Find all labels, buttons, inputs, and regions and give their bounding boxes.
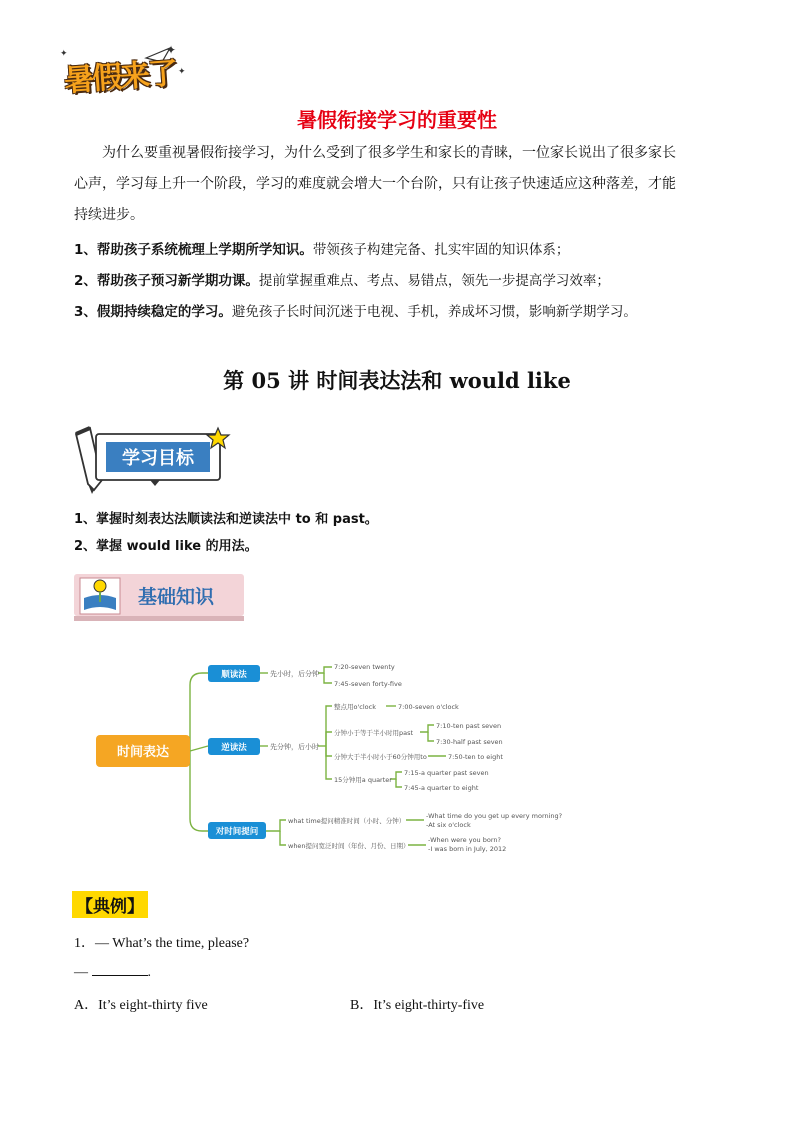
mindmap-root: 时间表达 xyxy=(116,745,170,760)
leaf: 7:45-a quarter to eight xyxy=(404,784,479,792)
rule: 分钟大于半小时小于60分钟用to xyxy=(334,753,427,761)
answer-line xyxy=(74,963,151,981)
leaf: 7:50-ten to eight xyxy=(448,753,503,761)
option-b[interactable]: B．It’s eight-thirty-five xyxy=(350,998,485,1013)
objective-badge-label: 学习目标 xyxy=(122,448,194,469)
basics-badge xyxy=(72,568,248,624)
svg-text:✦: ✦ xyxy=(60,49,68,59)
point-bold: 帮助孩子系统梳理上学期所学知识。 xyxy=(96,242,313,258)
branch-label: 逆读法 xyxy=(221,743,247,753)
answer: -I was born in July, 2012 xyxy=(428,845,507,853)
branch-label: 顺读法 xyxy=(221,670,247,680)
leaf: 7:00-seven o'clock xyxy=(398,703,459,711)
answer-dash: — xyxy=(74,965,88,980)
answer: -What time do you get up every morning? xyxy=(426,812,563,820)
leaf: 7:10-ten past seven xyxy=(436,722,502,730)
point-text: 带领孩子构建完备、扎实牢固的知识体系； xyxy=(312,242,570,258)
answer: -At six o'clock xyxy=(426,821,471,829)
lecture-title: 第 05 讲 时间表达法和 would like xyxy=(223,368,571,393)
page-title: 暑假衔接学习的重要性 xyxy=(297,108,497,132)
point-text: 提前掌握重难点、考点、易错点，领先一步提高学习效率； xyxy=(258,273,610,289)
point-num: 1、 xyxy=(74,242,97,258)
leaf: 7:30-half past seven xyxy=(436,738,503,746)
rule: 分钟小于等于半小时用past xyxy=(334,729,414,737)
example-tag: 【典例】 xyxy=(72,891,148,918)
answer: -When were you born? xyxy=(428,836,501,844)
rule: what time提问精准时间（小时、分钟） xyxy=(288,817,406,825)
answer-blank[interactable] xyxy=(92,963,148,976)
point-bold: 帮助孩子预习新学期功课。 xyxy=(96,273,259,289)
answer-end: . xyxy=(147,965,151,980)
basics-badge-label: 基础知识 xyxy=(137,586,215,608)
svg-text:✦: ✦ xyxy=(178,67,186,77)
point-3 xyxy=(74,300,734,320)
branch-sub: 先分钟，后小时 xyxy=(270,743,319,751)
objective-1: 1、掌握时刻表达法顺读法和逆读法中 to 和 past。 xyxy=(74,512,378,527)
point-num: 3、 xyxy=(74,304,97,320)
rule: when提问宽泛时间（年份、月份、日期） xyxy=(288,842,410,850)
rule: 15分钟用a quarter xyxy=(334,776,392,784)
intro-line-2: 心声，学习每上升一个阶段，学习的难度就会增大一个台阶，只有让孩子快速适应这种落差，才能 xyxy=(74,176,676,192)
objective-badge xyxy=(66,420,236,494)
mindmap xyxy=(90,655,570,860)
point-1 xyxy=(74,238,734,258)
point-text: 避免孩子长时间沉迷于电视、手机，养成坏习惯，影响新学期学习。 xyxy=(231,304,637,320)
leaf: 7:15-a quarter past seven xyxy=(404,769,489,777)
logo-text: 暑假来了 xyxy=(63,56,178,99)
book-bulb-icon xyxy=(80,578,120,614)
point-2 xyxy=(74,269,734,289)
question-1: 1．— What’s the time, please? xyxy=(74,936,250,951)
objective-2: 2、掌握 would like 的用法。 xyxy=(74,539,258,554)
option-a[interactable]: A．It’s eight-thirty five xyxy=(74,998,208,1013)
point-bold: 假期持续稳定的学习。 xyxy=(96,304,232,320)
summer-logo xyxy=(58,40,188,108)
svg-text:✦: ✦ xyxy=(166,43,177,57)
branch-sub: 先小时，后分钟 xyxy=(270,670,319,678)
intro-line-1: 为什么要重视暑假衔接学习，为什么受到了很多学生和家长的青睐，一位家长说出了很多家长 xyxy=(102,145,676,161)
leaf: 7:45-seven forty-five xyxy=(334,680,402,688)
point-num: 2、 xyxy=(74,273,97,289)
intro-line-3: 持续进步。 xyxy=(74,207,144,223)
rule: 整点用o'clock xyxy=(334,703,376,711)
branch-label: 对时间提问 xyxy=(215,827,259,837)
leaf: 7:20-seven twenty xyxy=(334,663,395,671)
